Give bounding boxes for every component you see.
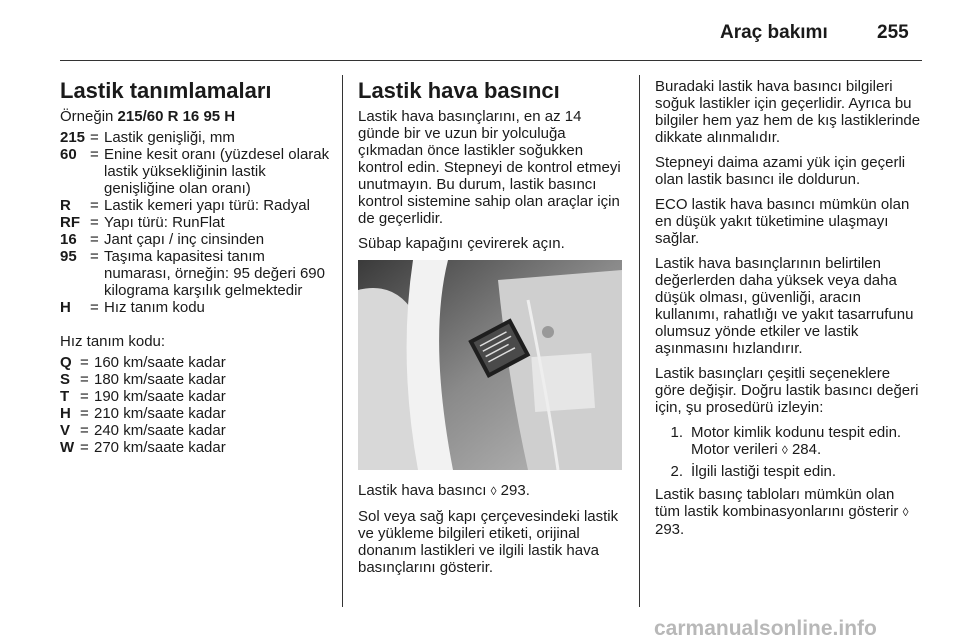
- speed-key: H: [60, 405, 71, 422]
- speed-row: [60, 439, 335, 456]
- equals-sign: =: [90, 129, 99, 146]
- speed-row: [60, 422, 335, 439]
- speed-key: S: [60, 371, 71, 388]
- reference-page: 293.: [655, 521, 685, 538]
- definition-key: 215: [60, 129, 86, 146]
- step-text-wrap: [691, 424, 923, 459]
- paragraph: Stepneyi daima azami yük için geçerli olan lastik basıncı ile doldurun.: [655, 154, 906, 188]
- definition-row: [60, 129, 335, 146]
- speed-key: Q: [60, 354, 72, 371]
- equals-sign: =: [90, 214, 99, 231]
- example-line: [60, 108, 335, 125]
- step-text: Motor kimlik kodunu tespit edin. Motor verileri: [691, 424, 902, 458]
- procedure-step: [655, 424, 923, 459]
- paragraph: ECO lastik hava basıncı mümkün olan en düşük yakıt tüketimine ulaşmayı sağlar.: [655, 196, 910, 247]
- definition-value: Taşıma kapasitesi tanım numarası, örneğin: 95 değeri 690 kilograma karşılık gelmektedir: [104, 248, 325, 299]
- speed-row: [60, 354, 335, 371]
- equals-sign: =: [90, 146, 99, 163]
- procedure-step: [655, 463, 923, 480]
- speed-key: W: [60, 439, 75, 456]
- definition-row: [60, 214, 335, 231]
- equals-sign: =: [80, 405, 89, 422]
- equals-sign: =: [80, 422, 89, 439]
- speed-value: 210 km/saate kadar: [94, 405, 226, 422]
- definition-key: 60: [60, 146, 77, 163]
- definition-value: Hız tanım kodu: [104, 299, 205, 316]
- page-reference-icon: ◊: [902, 505, 909, 519]
- column-pressure-info: [655, 78, 923, 546]
- step-text: İlgili lastiği tespit edin.: [691, 463, 837, 480]
- paragraph-text: Lastik basınç tabloları mümkün olan tüm lastik kombinasyonlarını gösterir: [655, 486, 903, 520]
- reference-page: 293.: [496, 482, 530, 499]
- speed-row: [60, 371, 335, 388]
- equals-sign: =: [80, 439, 89, 456]
- step-number: 1.: [670, 424, 683, 441]
- column-tire-designations: [60, 78, 335, 456]
- page-reference-icon: ◊: [781, 443, 788, 457]
- procedure-steps: [655, 424, 923, 480]
- paragraph: Lastik hava basınçlarının belirtilen değerlerden daha yüksek veya daha düşük olması, güvenliği, aracın kullanımı, rahatlığı ve yakıt tasarrufunu olumsuz yönde etkiler ve lastik aşınmasını hızlandırır.: [655, 255, 914, 357]
- definition-value: Jant çapı / inç cinsinden: [104, 231, 265, 248]
- speed-value: 180 km/saate kadar: [94, 371, 226, 388]
- definition-value: Lastik genişliği, mm: [104, 129, 235, 146]
- equals-sign: =: [80, 354, 89, 371]
- page-number: 255: [877, 22, 909, 43]
- step-number: 2.: [670, 463, 683, 480]
- speed-row: [60, 405, 335, 422]
- paragraph: Buradaki lastik hava basıncı bilgileri soğuk lastikler için geçerlidir. Ayrıca bu bilgiler hem yaz hem de kış lastiklerinde dikkate alınmalıdır.: [655, 78, 921, 146]
- equals-sign: =: [90, 197, 99, 214]
- paragraph: Lastik basınçları çeşitli seçeneklere göre değişir. Doğru lastik basıncı değeri için, şu prosedürü izleyin:: [655, 365, 919, 416]
- definition-key: 95: [60, 248, 77, 265]
- paragraph: Sübap kapağını çevirerek açın.: [358, 235, 565, 252]
- watermark: carmanualsonline.info: [654, 617, 877, 640]
- definition-value: Lastik kemeri yapı türü: Radyal: [104, 197, 310, 214]
- speed-code-list: [60, 354, 335, 456]
- speed-value: 160 km/saate kadar: [94, 354, 226, 371]
- section-heading-tire-pressure: Lastik hava basıncı: [358, 78, 560, 103]
- paragraph: Sol veya sağ kapı çerçevesindeki lastik ve yükleme bilgileri etiketi, orijinal donanım lastikleri ve ilgili lastik hava basınçlarını gösterir.: [358, 508, 619, 576]
- speed-key: V: [60, 422, 71, 439]
- definition-value: Enine kesit oranı (yüzdesel olarak lastik yüksekliğinin lastik genişliğine olan oranı): [104, 146, 330, 197]
- equals-sign: =: [90, 248, 99, 265]
- definition-row: [60, 248, 335, 299]
- column-tire-pressure: [358, 78, 626, 584]
- speed-code-intro: Hız tanım kodu:: [60, 333, 166, 350]
- speed-value: 240 km/saate kadar: [94, 422, 226, 439]
- reference-text: Lastik hava basıncı: [358, 482, 491, 499]
- page-header-title: Araç bakımı: [720, 22, 828, 43]
- definition-row: [60, 146, 335, 197]
- speed-row: [60, 388, 335, 405]
- definition-row: [60, 299, 335, 316]
- speed-key: T: [60, 388, 70, 405]
- definition-value: Yapı türü: RunFlat: [104, 214, 225, 231]
- reference-page: 284.: [787, 441, 822, 458]
- definition-key: RF: [60, 214, 80, 231]
- door-frame-label-photo: [358, 260, 622, 470]
- example-prefix: Örneğin: [60, 108, 118, 125]
- definition-row: [60, 231, 335, 248]
- header-rule: [60, 60, 922, 61]
- cross-reference-tire-pressure: [358, 482, 626, 500]
- definition-key: 16: [60, 231, 77, 248]
- column-divider-1: [342, 75, 343, 607]
- example-code: 215/60 R 16 95 H: [117, 108, 236, 125]
- equals-sign: =: [90, 299, 99, 316]
- section-heading-tire-designations: Lastik tanımlamaları: [60, 78, 272, 103]
- paragraph-tire-tables: [655, 486, 923, 538]
- paragraph: Lastik hava basınçlarını, en az 14 günde bir ve uzun bir yolculuğa çıkmadan önce lastikler soğukken kontrol edin. Stepneyi de kontrol etmeyi unutmayın. Bu durum, lastik basıncı kontrol sistemine sahip olan araçlar için de geçerlidir.: [358, 108, 621, 227]
- speed-value: 270 km/saate kadar: [94, 439, 226, 456]
- definition-key: R: [60, 197, 71, 214]
- page-reference-icon: ◊: [490, 484, 497, 498]
- column-divider-2: [639, 75, 640, 607]
- definition-row: [60, 197, 335, 214]
- definition-key: H: [60, 299, 71, 316]
- equals-sign: =: [80, 371, 89, 388]
- speed-value: 190 km/saate kadar: [94, 388, 226, 405]
- equals-sign: =: [80, 388, 89, 405]
- tire-code-definition-list: [60, 129, 335, 316]
- equals-sign: =: [90, 231, 99, 248]
